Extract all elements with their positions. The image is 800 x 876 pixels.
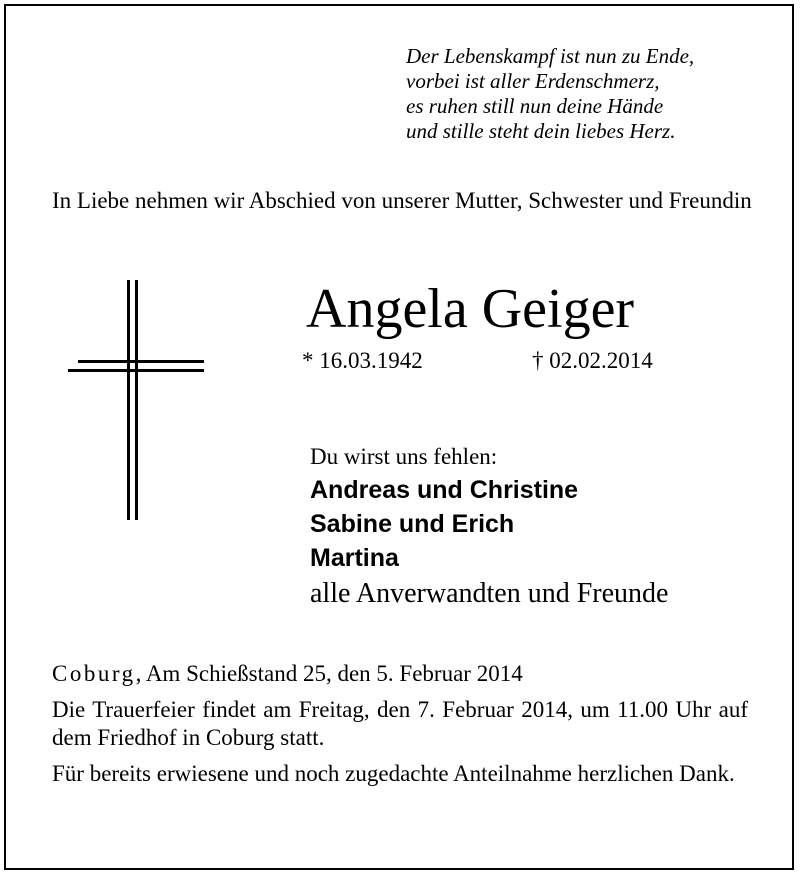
mourner-name: Martina [310,544,399,572]
place-and-date [52,660,748,688]
mourner-name: Sabine und Erich [310,510,515,538]
poem-line: vorbei ist aller Erdenschmerz, [406,69,660,93]
thanks-note: Für bereits erwiesene und noch zugedachte Anteilnahme herzlichen Dank. [52,761,735,786]
city: Coburg [52,661,136,686]
birth-date: * 16.03.1942 [302,348,423,373]
poem-line: und stille steht dein liebes Herz. [406,119,676,143]
poem-line: Der Lebenskampf ist nun zu Ende, [406,44,695,68]
relatives-and-friends: alle Anverwandten und Freunde [310,578,669,609]
poem-line: es ruhen still nun deine Hände [406,94,664,118]
mourner-name: Andreas und Christine [310,476,579,504]
notice-footer [52,660,748,796]
mourners-intro: Du wirst uns fehlen: [310,444,498,469]
cross-icon [68,280,204,520]
death-date: † 02.02.2014 [532,348,653,373]
address-date: , Am Schießstand 25, den 5. Februar 2014 [135,661,523,686]
farewell-intro: In Liebe nehmen wir Abschied von unserer Mutter, Schwester und Freundin [52,188,752,213]
mourners [310,440,770,613]
funeral-service-info: Die Trauerfeier findet am Freitag, den 7. Februar 2014, um 11.00 Uhr auf dem Friedhof in Coburg statt. [52,697,748,750]
poem [406,44,766,144]
deceased-name: Angela Geiger [306,278,635,340]
